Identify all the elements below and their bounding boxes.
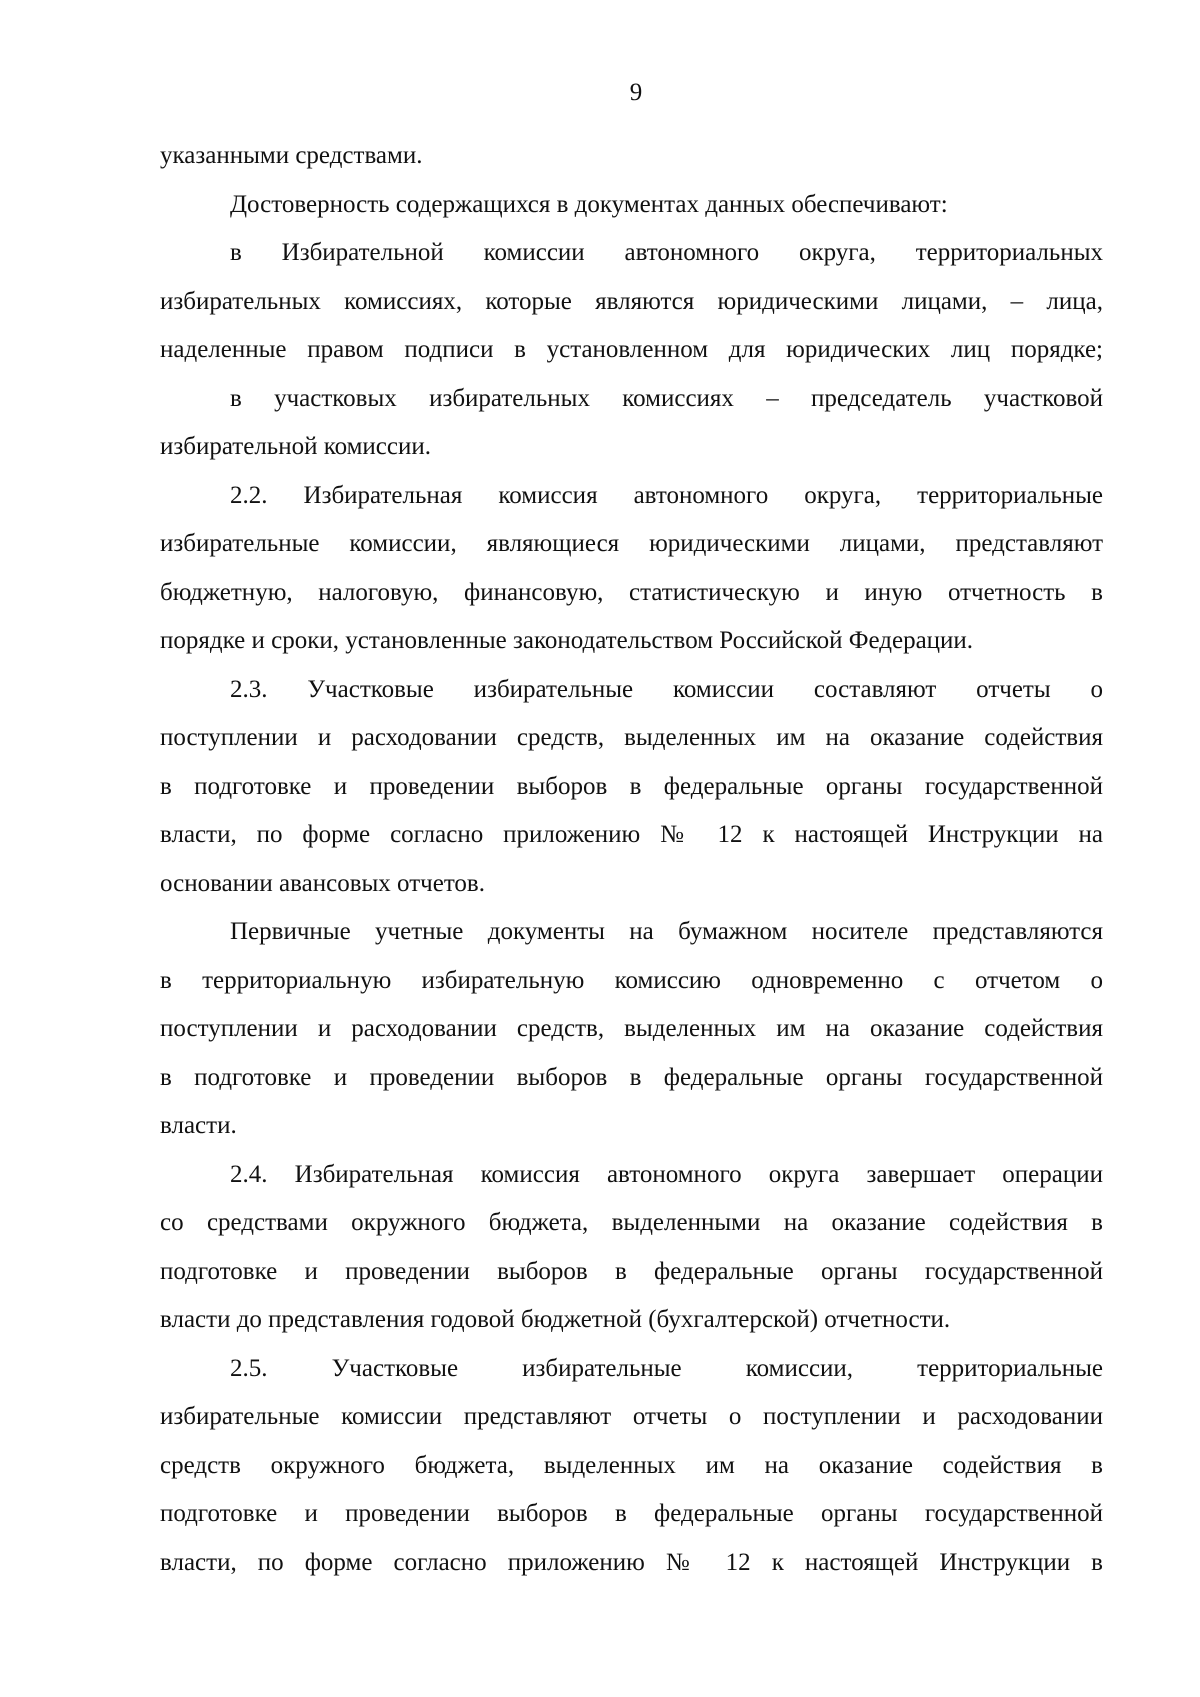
text-line: в территориальную избирательную комиссию одновременно с отчетом о bbox=[160, 966, 1103, 994]
text-line: 2.5. Участковые избирательные комиссии, территориальные bbox=[230, 1354, 1103, 1382]
text-line: избирательной комиссии. bbox=[160, 433, 432, 460]
text-line: поступлении и расходовании средств, выделенных им на оказание содействия bbox=[160, 1015, 1103, 1042]
text-line: Первичные учетные документы на бумажном носителе представляются bbox=[230, 918, 1103, 945]
text-line: избирательные комиссии представляют отчеты о поступлении и расходовании bbox=[160, 1403, 1103, 1430]
text-line: порядке и сроки, установленные законодательством Российской Федерации. bbox=[160, 627, 974, 654]
text-line: 2.3. Участковые избирательные комиссии составляют отчеты о bbox=[230, 675, 1103, 703]
text-line: власти. bbox=[160, 1112, 237, 1139]
text-line: власти, по форме согласно приложению № 12 к настоящей Инструкции на bbox=[160, 821, 1103, 848]
text-line: в участковых избирательных комиссиях – председатель участковой bbox=[230, 384, 1103, 412]
text-line: 2.4. Избирательная комиссия автономного округа завершает операции bbox=[230, 1160, 1103, 1188]
text-line: 2.2. Избирательная комиссия автономного округа, территориальные bbox=[230, 481, 1103, 509]
text-line: подготовке и проведении выборов в федеральные органы государственной bbox=[160, 1500, 1103, 1527]
text-line: в Избирательной комиссии автономного округа, территориальных bbox=[230, 239, 1103, 266]
text-line: власти, по форме согласно приложению № 12 к настоящей Инструкции в bbox=[160, 1548, 1103, 1576]
document-body bbox=[160, 132, 1103, 1587]
text-line: со средствами окружного бюджета, выделенными на оказание содействия в bbox=[160, 1209, 1103, 1236]
text-line: бюджетную, налоговую, финансовую, статистическую и иную отчетность в bbox=[160, 578, 1103, 606]
text-line: поступлении и расходовании средств, выделенных им на оказание содействия bbox=[160, 724, 1103, 751]
text-line: в подготовке и проведении выборов в федеральные органы государственной bbox=[160, 772, 1103, 800]
text-line: средств окружного бюджета, выделенных им на оказание содействия в bbox=[160, 1451, 1103, 1479]
text-line: Достоверность содержащихся в документах данных обеспечивают: bbox=[230, 190, 948, 218]
text-line: в подготовке и проведении выборов в федеральные органы государственной bbox=[160, 1063, 1103, 1091]
text-line: указанными средствами. bbox=[160, 142, 423, 169]
text-line: избирательные комиссии, являющиеся юридическими лицами, представляют bbox=[160, 530, 1103, 557]
text-line: власти до представления годовой бюджетной (бухгалтерской) отчетности. bbox=[160, 1306, 951, 1333]
text-line: избирательных комиссиях, которые являются юридическими лицами, – лица, bbox=[160, 287, 1103, 315]
text-line: подготовке и проведении выборов в федеральные органы государственной bbox=[160, 1257, 1103, 1285]
page-number: 9 bbox=[629, 79, 643, 106]
text-line: основании авансовых отчетов. bbox=[160, 869, 485, 897]
text-line: наделенные правом подписи в установленном для юридических лиц порядке; bbox=[160, 336, 1103, 363]
